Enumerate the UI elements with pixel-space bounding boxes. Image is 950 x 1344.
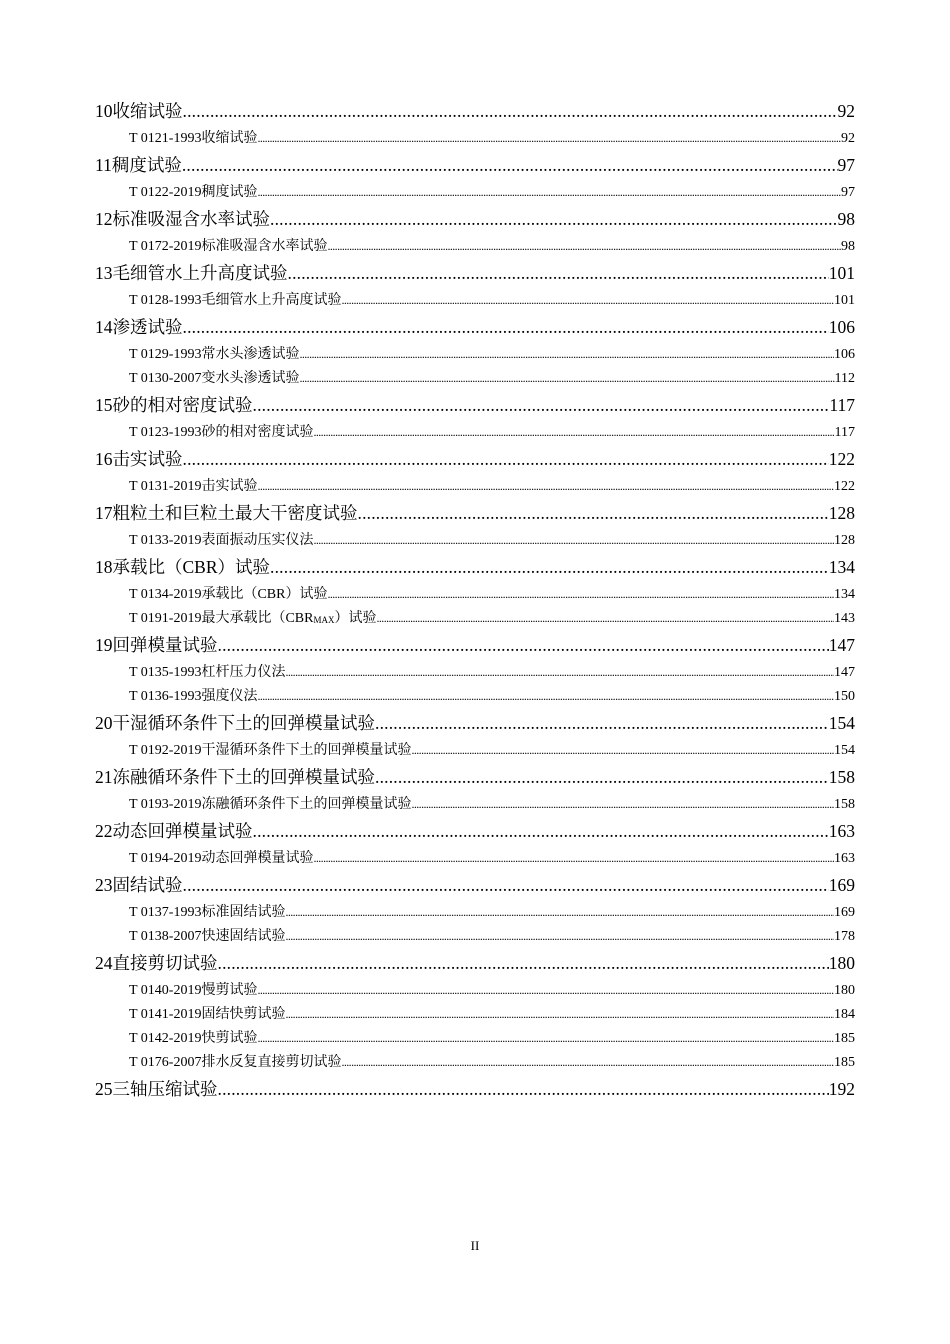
section-title bbox=[201, 979, 257, 1003]
section-title-text: 稠度试验 bbox=[201, 185, 258, 200]
chapter-title: 渗透试验 bbox=[112, 317, 183, 337]
section-page-number: 134 bbox=[834, 587, 855, 602]
chapter-number: 13 bbox=[95, 263, 113, 283]
chapter-page-number: 180 bbox=[828, 953, 855, 973]
chapter-title: 收缩试验 bbox=[112, 101, 183, 121]
chapter-number: 11 bbox=[95, 155, 112, 175]
toc-chapter-entry[interactable] bbox=[95, 630, 855, 660]
section-page-number: 184 bbox=[834, 1007, 855, 1022]
toc-chapter-entry[interactable] bbox=[95, 948, 855, 978]
chapter-title: 动态回弹模量试验 bbox=[112, 821, 253, 841]
chapter-title: 三轴压缩试验 bbox=[112, 1079, 218, 1099]
toc-chapter-entry[interactable] bbox=[95, 150, 855, 180]
section-title-text: 动态回弹模量试验 bbox=[201, 851, 314, 866]
dot-leader bbox=[341, 288, 834, 312]
section-title bbox=[201, 685, 257, 709]
section-page-number: 106 bbox=[834, 347, 855, 362]
chapter-number: 23 bbox=[95, 875, 113, 895]
chapter-number: 24 bbox=[95, 953, 113, 973]
dot-leader bbox=[253, 816, 829, 846]
toc-chapter-entry[interactable] bbox=[95, 552, 855, 582]
section-title bbox=[201, 343, 299, 367]
section-title-text: ）试验 bbox=[334, 611, 377, 626]
dot-leader bbox=[313, 528, 834, 552]
section-title-subscript: MAX bbox=[313, 615, 335, 625]
section-title-text: 慢剪试验 bbox=[201, 983, 258, 998]
dot-leader bbox=[183, 312, 829, 342]
section-code: T 0129-1993 bbox=[129, 347, 202, 362]
section-page-number: 154 bbox=[834, 743, 855, 758]
section-code: T 0130-2007 bbox=[129, 371, 202, 386]
section-title bbox=[201, 475, 257, 499]
chapter-number: 20 bbox=[95, 713, 113, 733]
section-title bbox=[201, 421, 313, 445]
dot-leader bbox=[377, 606, 835, 630]
section-page-number: 122 bbox=[834, 479, 855, 494]
chapter-title: 标准吸湿含水率试验 bbox=[112, 209, 270, 229]
section-page-number: 97 bbox=[841, 185, 855, 200]
section-title bbox=[201, 1027, 257, 1051]
toc-section-entry[interactable] bbox=[95, 1050, 855, 1074]
toc-chapter-entry[interactable] bbox=[95, 258, 855, 288]
chapter-page-number: 163 bbox=[828, 821, 855, 841]
section-page-number: 143 bbox=[834, 611, 855, 626]
page-number: II bbox=[470, 1238, 480, 1253]
section-code: T 0193-2019 bbox=[129, 797, 202, 812]
chapter-page-number: 158 bbox=[828, 767, 855, 787]
chapter-page-number: 169 bbox=[828, 875, 855, 895]
toc-section-entry[interactable] bbox=[95, 978, 855, 1002]
dot-leader bbox=[257, 180, 841, 204]
dot-leader bbox=[257, 126, 841, 150]
section-code: T 0191-2019 bbox=[129, 611, 202, 626]
dot-leader bbox=[257, 684, 834, 708]
toc-chapter-entry[interactable] bbox=[95, 204, 855, 234]
toc-chapter-entry[interactable] bbox=[95, 708, 855, 738]
chapter-page-number: 134 bbox=[828, 557, 855, 577]
section-code: T 0136-1993 bbox=[129, 689, 202, 704]
section-title bbox=[201, 529, 313, 553]
section-code: T 0131-2019 bbox=[129, 479, 202, 494]
dot-leader bbox=[313, 420, 834, 444]
chapter-number: 22 bbox=[95, 821, 113, 841]
section-title bbox=[201, 901, 285, 925]
section-code: T 0172-2019 bbox=[129, 239, 202, 254]
dot-leader bbox=[257, 1026, 834, 1050]
dot-leader bbox=[218, 1074, 829, 1104]
chapter-title: 稠度试验 bbox=[111, 155, 182, 175]
section-code: T 0128-1993 bbox=[129, 293, 202, 308]
section-page-number: 178 bbox=[834, 929, 855, 944]
dot-leader bbox=[285, 1002, 834, 1026]
section-page-number: 185 bbox=[834, 1031, 855, 1046]
toc-section-entry[interactable] bbox=[95, 1026, 855, 1050]
section-code: T 0142-2019 bbox=[129, 1031, 202, 1046]
toc-section-entry[interactable] bbox=[95, 792, 855, 816]
section-title-text: 杠杆压力仪法 bbox=[201, 665, 286, 680]
section-title bbox=[201, 739, 411, 763]
dot-leader bbox=[411, 792, 834, 816]
toc-section-entry[interactable] bbox=[95, 846, 855, 870]
section-title-text: 快速固结试验 bbox=[201, 929, 286, 944]
dot-leader bbox=[253, 390, 830, 420]
dot-leader bbox=[288, 258, 829, 288]
chapter-page-number: 154 bbox=[828, 713, 855, 733]
chapter-page-number: 98 bbox=[837, 209, 855, 229]
toc-chapter-entry[interactable] bbox=[95, 762, 855, 792]
dot-leader bbox=[299, 366, 834, 390]
section-title-text: 快剪试验 bbox=[201, 1031, 258, 1046]
section-title-text: 标准吸湿含水率试验 bbox=[201, 239, 328, 254]
dot-leader bbox=[270, 552, 829, 582]
section-title bbox=[201, 367, 299, 391]
dot-leader bbox=[285, 900, 834, 924]
toc-section-entry[interactable] bbox=[95, 684, 855, 708]
chapter-number: 10 bbox=[95, 101, 113, 121]
section-page-number: 147 bbox=[834, 665, 855, 680]
section-title bbox=[201, 925, 285, 949]
section-page-number: 180 bbox=[834, 983, 855, 998]
dot-leader bbox=[218, 630, 829, 660]
section-title-text: 常水头渗透试验 bbox=[201, 347, 300, 362]
dot-leader bbox=[299, 342, 834, 366]
section-title bbox=[201, 181, 257, 205]
dot-leader bbox=[257, 474, 834, 498]
chapter-page-number: 101 bbox=[828, 263, 855, 283]
section-title bbox=[201, 235, 327, 259]
toc-chapter-entry[interactable] bbox=[95, 312, 855, 342]
toc-section-entry[interactable] bbox=[95, 660, 855, 684]
section-page-number: 163 bbox=[834, 851, 855, 866]
section-code: T 0133-2019 bbox=[129, 533, 202, 548]
chapter-title: 承载比（CBR）试验 bbox=[112, 557, 271, 577]
toc-section-entry[interactable] bbox=[95, 528, 855, 552]
chapter-title: 毛细管水上升高度试验 bbox=[112, 263, 288, 283]
dot-leader bbox=[327, 234, 841, 258]
chapter-number: 25 bbox=[95, 1079, 113, 1099]
section-title-text: 击实试验 bbox=[201, 479, 258, 494]
dot-leader bbox=[183, 96, 838, 126]
section-title bbox=[201, 1051, 341, 1075]
section-code: T 0138-2007 bbox=[129, 929, 202, 944]
chapter-title: 直接剪切试验 bbox=[112, 953, 218, 973]
section-title-text: 固结快剪试验 bbox=[201, 1007, 286, 1022]
chapter-title: 粗粒土和巨粒土最大干密度试验 bbox=[112, 503, 358, 523]
dot-leader bbox=[327, 582, 834, 606]
toc-section-entry[interactable] bbox=[95, 180, 855, 204]
toc-section-entry[interactable] bbox=[95, 474, 855, 498]
chapter-number: 19 bbox=[95, 635, 113, 655]
section-page-number: 169 bbox=[834, 905, 855, 920]
chapter-title: 干湿循环条件下土的回弹模量试验 bbox=[112, 713, 375, 733]
section-code: T 0192-2019 bbox=[129, 743, 202, 758]
section-title-text: 收缩试验 bbox=[201, 131, 258, 146]
section-title-text: 最大承载比（CBR bbox=[201, 611, 314, 626]
toc-section-entry[interactable] bbox=[95, 234, 855, 258]
chapter-title: 砂的相对密度试验 bbox=[112, 395, 253, 415]
dot-leader bbox=[375, 708, 829, 738]
section-code: T 0176-2007 bbox=[129, 1055, 202, 1070]
dot-leader bbox=[375, 762, 829, 792]
section-title bbox=[201, 607, 376, 632]
chapter-page-number: 128 bbox=[828, 503, 855, 523]
toc-section-entry[interactable] bbox=[95, 924, 855, 948]
toc-chapter-entry[interactable] bbox=[95, 1074, 855, 1104]
section-title-text: 表面振动压实仪法 bbox=[201, 533, 314, 548]
section-page-number: 98 bbox=[841, 239, 855, 254]
section-title bbox=[201, 847, 313, 871]
section-code: T 0121-1993 bbox=[129, 131, 202, 146]
dot-leader bbox=[182, 150, 838, 180]
chapter-page-number: 106 bbox=[828, 317, 855, 337]
dot-leader bbox=[285, 660, 834, 684]
section-title bbox=[201, 1003, 285, 1027]
toc-section-entry[interactable] bbox=[95, 366, 855, 390]
chapter-title: 回弹模量试验 bbox=[112, 635, 218, 655]
section-page-number: 128 bbox=[834, 533, 855, 548]
section-code: T 0122-2019 bbox=[129, 185, 202, 200]
chapter-page-number: 122 bbox=[828, 449, 855, 469]
section-page-number: 112 bbox=[834, 371, 855, 386]
chapter-page-number: 117 bbox=[829, 395, 855, 415]
toc-section-entry[interactable] bbox=[95, 606, 855, 630]
toc-section-entry[interactable] bbox=[95, 582, 855, 606]
section-page-number: 101 bbox=[834, 293, 855, 308]
section-title bbox=[201, 127, 257, 151]
section-page-number: 158 bbox=[834, 797, 855, 812]
dot-leader bbox=[285, 924, 834, 948]
chapter-number: 16 bbox=[95, 449, 113, 469]
chapter-title: 击实试验 bbox=[112, 449, 183, 469]
section-code: T 0137-1993 bbox=[129, 905, 202, 920]
toc-section-entry[interactable] bbox=[95, 1002, 855, 1026]
section-title bbox=[201, 289, 341, 313]
dot-leader bbox=[358, 498, 829, 528]
toc-section-entry[interactable] bbox=[95, 288, 855, 312]
toc-section-entry[interactable] bbox=[95, 900, 855, 924]
toc-section-entry[interactable] bbox=[95, 342, 855, 366]
chapter-number: 18 bbox=[95, 557, 113, 577]
section-title-text: 变水头渗透试验 bbox=[201, 371, 300, 386]
section-title-text: 砂的相对密度试验 bbox=[201, 425, 314, 440]
toc-section-entry[interactable] bbox=[95, 420, 855, 444]
section-title-text: 标准固结试验 bbox=[201, 905, 286, 920]
section-page-number: 150 bbox=[834, 689, 855, 704]
section-title-text: 排水反复直接剪切试验 bbox=[201, 1055, 342, 1070]
section-title-text: 干湿循环条件下土的回弹模量试验 bbox=[201, 743, 412, 758]
chapter-page-number: 147 bbox=[828, 635, 855, 655]
section-code: T 0194-2019 bbox=[129, 851, 202, 866]
chapter-title: 固结试验 bbox=[112, 875, 183, 895]
toc-chapter-entry[interactable] bbox=[95, 444, 855, 474]
chapter-number: 12 bbox=[95, 209, 113, 229]
toc-chapter-entry[interactable] bbox=[95, 96, 855, 126]
toc-chapter-entry[interactable] bbox=[95, 816, 855, 846]
section-title-text: 毛细管水上升高度试验 bbox=[201, 293, 342, 308]
chapter-title: 冻融循环条件下土的回弹模量试验 bbox=[112, 767, 375, 787]
chapter-number: 17 bbox=[95, 503, 113, 523]
chapter-page-number: 192 bbox=[828, 1079, 855, 1099]
section-code: T 0123-1993 bbox=[129, 425, 202, 440]
toc-chapter-entry[interactable] bbox=[95, 498, 855, 528]
dot-leader bbox=[341, 1050, 834, 1074]
dot-leader bbox=[270, 204, 838, 234]
dot-leader bbox=[313, 846, 834, 870]
chapter-number: 14 bbox=[95, 317, 113, 337]
chapter-number: 15 bbox=[95, 395, 113, 415]
section-code: T 0135-1993 bbox=[129, 665, 202, 680]
toc-chapter-entry[interactable] bbox=[95, 870, 855, 900]
section-title-text: 强度仪法 bbox=[201, 689, 258, 704]
section-title bbox=[201, 661, 285, 685]
dot-leader bbox=[257, 978, 834, 1002]
toc-chapter-entry[interactable] bbox=[95, 390, 855, 420]
section-page-number: 92 bbox=[841, 131, 855, 146]
section-title-text: 冻融循环条件下土的回弹模量试验 bbox=[201, 797, 412, 812]
toc-section-entry[interactable] bbox=[95, 738, 855, 762]
section-page-number: 117 bbox=[834, 425, 855, 440]
dot-leader bbox=[183, 444, 829, 474]
section-page-number: 185 bbox=[834, 1055, 855, 1070]
dot-leader bbox=[218, 948, 829, 978]
section-title bbox=[201, 793, 411, 817]
toc-section-entry[interactable] bbox=[95, 126, 855, 150]
section-code: T 0141-2019 bbox=[129, 1007, 202, 1022]
section-code: T 0134-2019 bbox=[129, 587, 202, 602]
section-title bbox=[201, 583, 327, 607]
table-of-contents bbox=[95, 96, 855, 1104]
chapter-page-number: 92 bbox=[837, 101, 855, 121]
section-title-text: 承载比（CBR）试验 bbox=[201, 587, 328, 602]
chapter-number: 21 bbox=[95, 767, 113, 787]
chapter-page-number: 97 bbox=[837, 155, 855, 175]
dot-leader bbox=[411, 738, 834, 762]
section-code: T 0140-2019 bbox=[129, 983, 202, 998]
dot-leader bbox=[183, 870, 829, 900]
